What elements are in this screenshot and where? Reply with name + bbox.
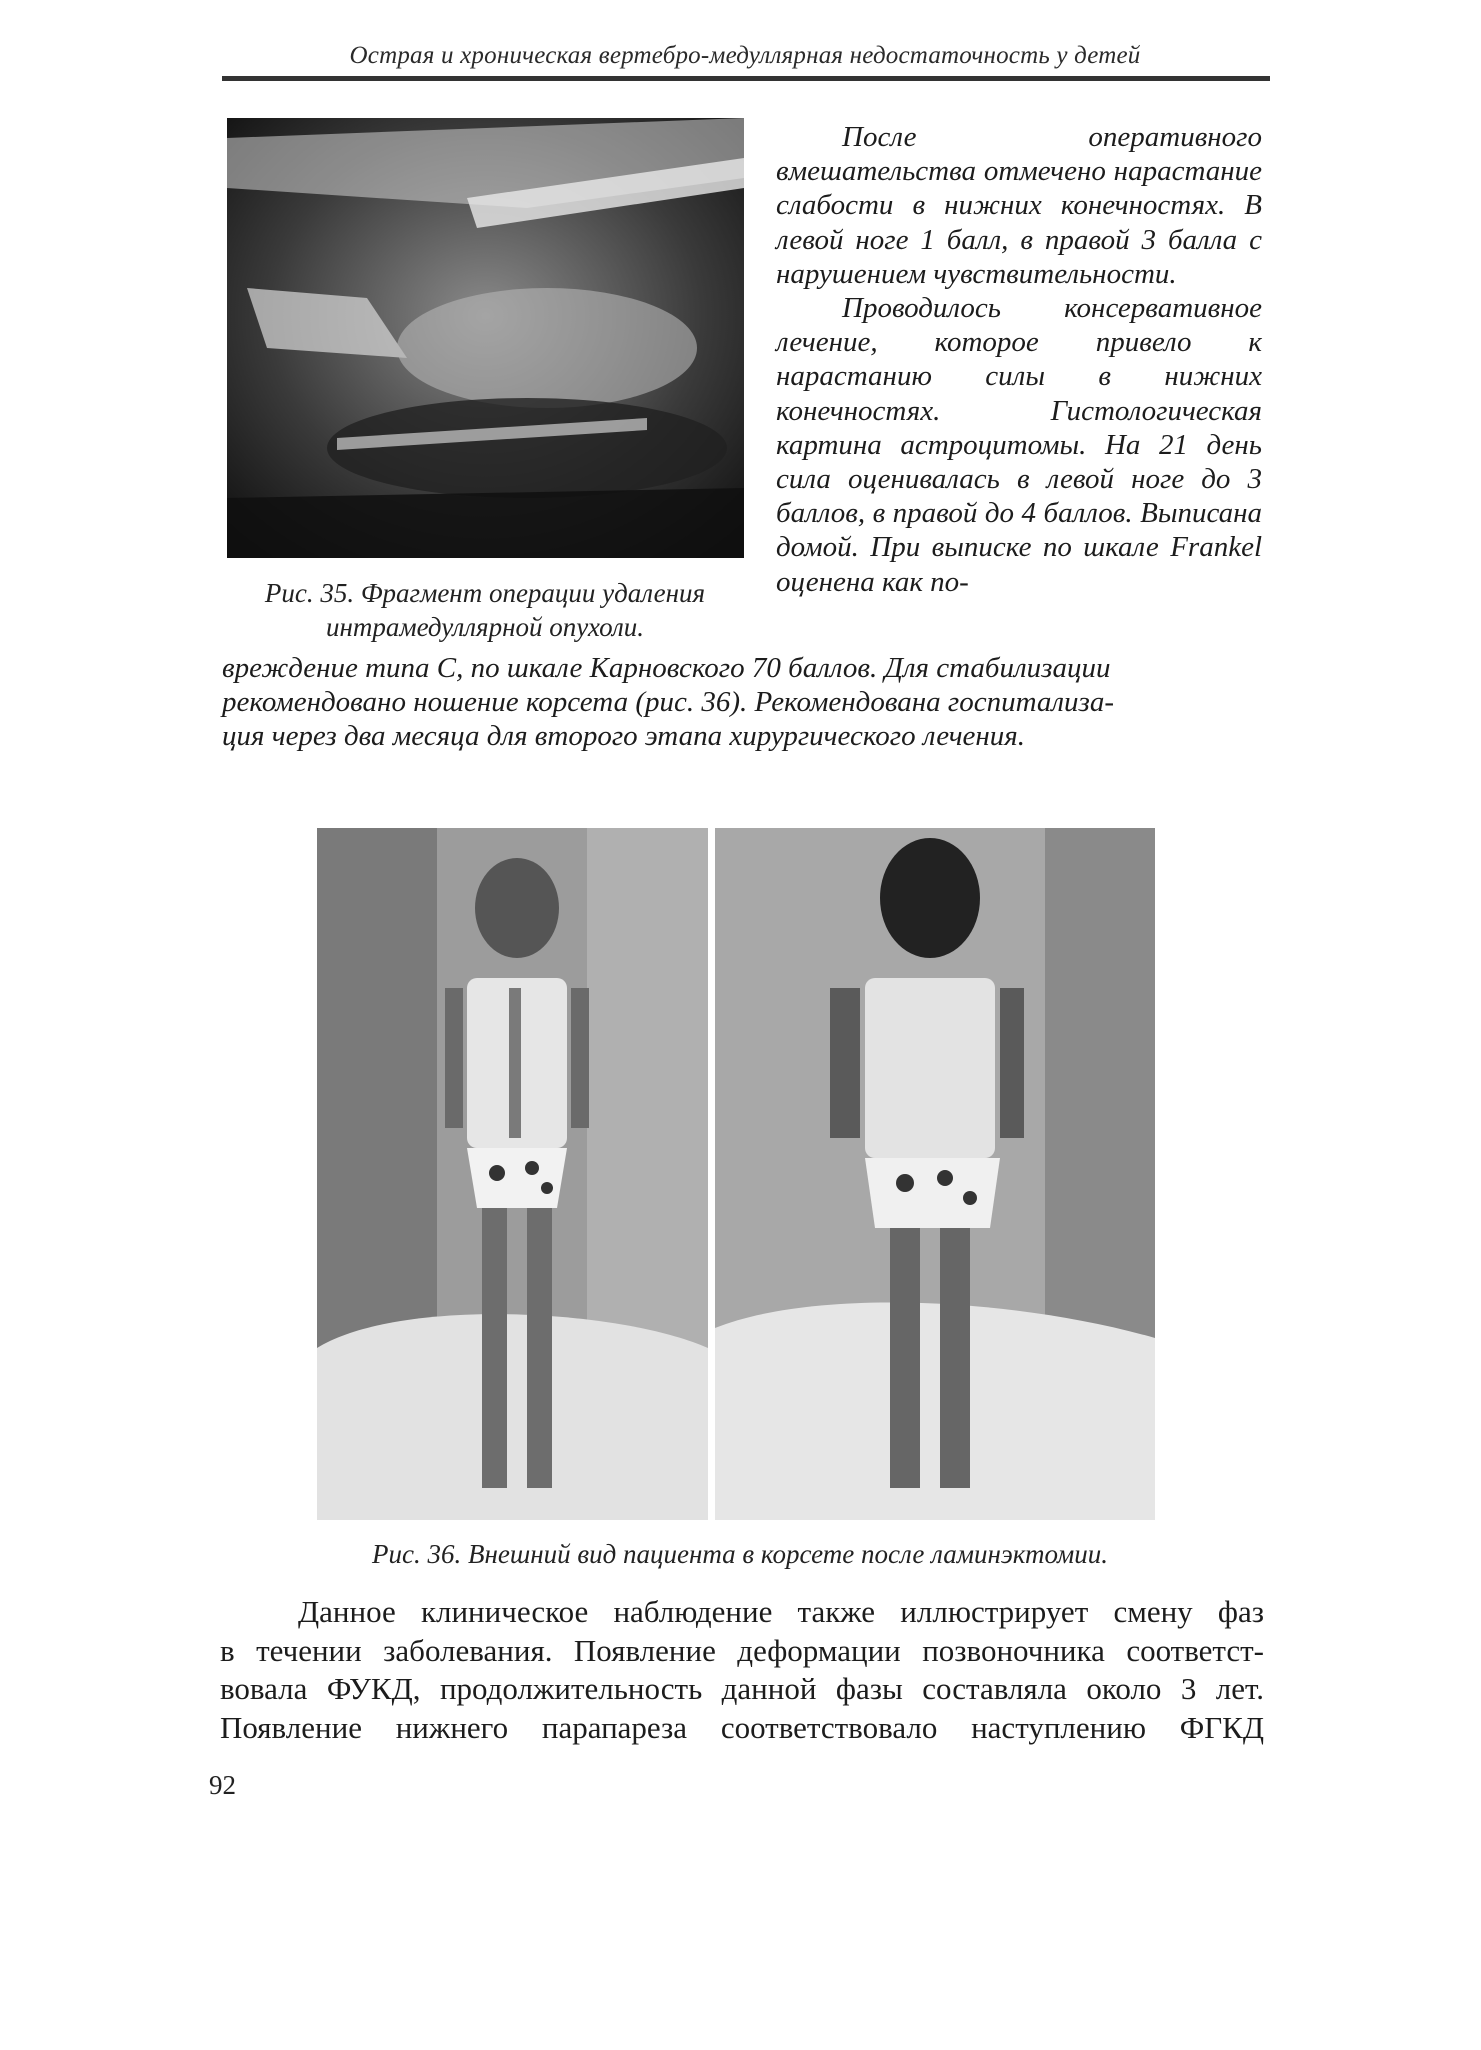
figure-35-photo [227, 118, 744, 558]
header-rule [222, 76, 1270, 81]
side-paragraph: Проводилось консервативное лечение, которое привело к нарастанию силы в нижних конечностях. Гистологическая картина астроцитомы. На 21 день сила оценивалась в левой ноге до 3 баллов, в правой до 4 баллов. Выписана домой. При выписке по шкале Frankel оценена как по- [776, 292, 1262, 598]
body-line: Появление нижнего парапареза соответствовало наступлению ФГКД [220, 1709, 1264, 1745]
figure-36-back-photo [715, 828, 1155, 1520]
wrap-line: вреждение типа С, по шкале Карновского 70 баллов. Для стабилизации [222, 652, 1111, 684]
running-head: Острая и хроническая вертебро-медуллярная недостаточность у детей [349, 42, 1141, 69]
body-line: вовала ФУКД, продолжительность данной фазы составляла около 3 лет. [220, 1671, 1264, 1706]
wrap-line: ция через два месяца для второго этапа хирургического лечения. [222, 720, 1026, 753]
side-paragraph: После оперативного вмешательства отмечено нарастание слабости в нижних конечностях. В левой ноге 1 балл, в правой 3 балла с нарушением чувствительности. [776, 121, 1262, 290]
figure-36-caption: Рис. 36. Внешний вид пациента в корсете после ламинэктомии. [371, 1539, 1109, 1569]
figure-35-caption [222, 576, 748, 644]
figure-35-caption-line1: Рис. 35. Фрагмент операции удаления [264, 578, 706, 608]
body-paragraph [220, 1593, 1264, 1747]
figure-36-front-photo [317, 828, 708, 1520]
body-line: Данное клиническое наблюдение также иллюстрирует смену фаз [298, 1594, 1264, 1629]
side-text [776, 120, 1262, 599]
body-line: в течении заболевания. Появление деформации позвоночника соответст- [220, 1632, 1264, 1668]
figure-35-caption-line2: интрамедуллярной опухоли. [325, 612, 645, 642]
page-number: 92 [209, 1770, 236, 1800]
wrap-text [222, 651, 1262, 754]
wrap-line: рекомендовано ношение корсета (рис. 36). Рекомендована госпитализа- [222, 686, 1114, 719]
